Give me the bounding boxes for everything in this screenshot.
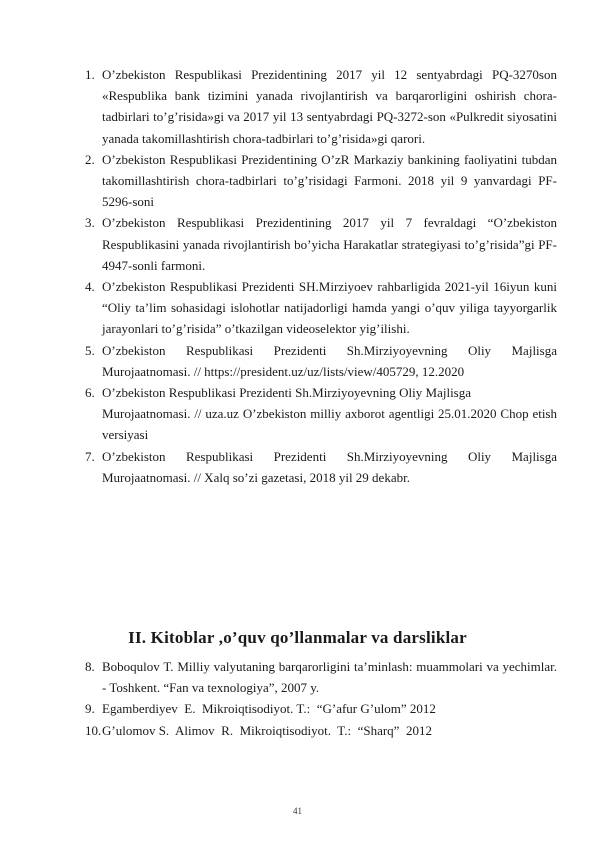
list-item — [85, 64, 557, 149]
item-text: Murojaatnomasi. // uza.uz O’zbekiston milliy axborot agentligi 25.01.2020 Chop etish versiyasi — [102, 406, 557, 443]
item-text: O’zbekiston Respublikasi Prezidentining O’zR Markaziy bankining faoliyatini tubdan takomillashtirish chora-tadbirlari to’g’risidagi Farmoni. 2018 yil 9 yanvardagi PF-5296-soni — [102, 151, 557, 210]
item-number: 6. — [85, 385, 95, 401]
item-text: O’zbekiston Respublikasi Prezidenti Sh.Mirziyoyevning Oliy Majlisga Murojaatnomasi. // Xalq so’zi gazetasi, 2018 yil 29 dekabr. — [102, 448, 557, 485]
item-number: 9. — [85, 701, 95, 717]
item-number: 2. — [85, 151, 95, 167]
item-number: 10. — [85, 722, 102, 738]
item-number: 1. — [85, 67, 95, 82]
list-item — [85, 446, 557, 488]
list-item — [85, 720, 557, 741]
reference-list — [85, 64, 557, 488]
item-text: Boboqulov T. Milliy valyutaning barqarorligini ta’minlash: muammolari va yechimlar. - Toshkent. “Fan va texnologiya”, 2007 y. — [102, 659, 557, 696]
item-text: O’zbekiston Respublikasi Prezidentining 2017 yil 12 sentyabrdagi PQ-3270son «Respublika bank tizimini yanada rivojlantirish va barqarorligini oshirish chora-tadbirlari to’g’risida»gi va 2017 yil 13 sentyabrdagi PQ-3272-son «Pulkredit siyosatini yanada takomillashtirish chora-tadbirlari to’g’risida»gi qarori. — [102, 67, 557, 146]
item-number: 5. — [85, 342, 95, 358]
list-item — [85, 149, 557, 213]
item-number: 4. — [85, 279, 95, 295]
reference-list-books — [85, 656, 557, 741]
item-number: 3. — [85, 215, 95, 231]
list-item — [85, 382, 557, 446]
section-heading: II. Kitoblar ,o’quv qo’llanmalar va darsliklar — [128, 628, 467, 647]
item-number: 7. — [85, 448, 95, 464]
list-item — [85, 656, 557, 698]
list-item — [85, 698, 557, 719]
list-item — [85, 276, 557, 340]
item-text-line1: O’zbekiston Respublikasi Prezidenti Sh.Mirziyoyevning Oliy Majlisga — [102, 385, 472, 401]
item-text: O’zbekiston Respublikasi Prezidenti Sh.Mirziyoyevning Oliy Majlisga Murojaatnomasi. // https://president.uz/uz/lists/view/405729, 12.2020 — [102, 342, 557, 379]
item-text: Egamberdiyev E. Mikroiqtisodiyot. T.: “G’afur G’ulom” 2012 — [102, 701, 436, 717]
page-number: 41 — [293, 806, 302, 816]
list-item — [85, 340, 557, 382]
item-text: O’zbekiston Respublikasi Prezidentining 2017 yil 7 fevraldagi “O’zbekiston Respublikasini yanada rivojlantirish bo’yicha Harakatlar strategiyasi to’g’risida”gi PF-4947-sonli farmoni. — [102, 215, 557, 273]
item-text: O’zbekiston Respublikasi Prezidenti SH.Mirziyoev rahbarligida 2021-yil 16iyun kuni “Oliy ta’lim sohasidagi islohotlar natijadorligi hamda yangi o’quv yiliga tayyorgarlik jarayonlari to’g’risida” o’tkazilgan videoselektor yig’ilishi. — [102, 279, 557, 337]
item-text: G’ulomov S. Alimov R. Mikroiqtisodiyot. T.: “Sharq” 2012 — [102, 722, 432, 738]
item-number: 8. — [85, 659, 95, 674]
list-item — [85, 212, 557, 276]
